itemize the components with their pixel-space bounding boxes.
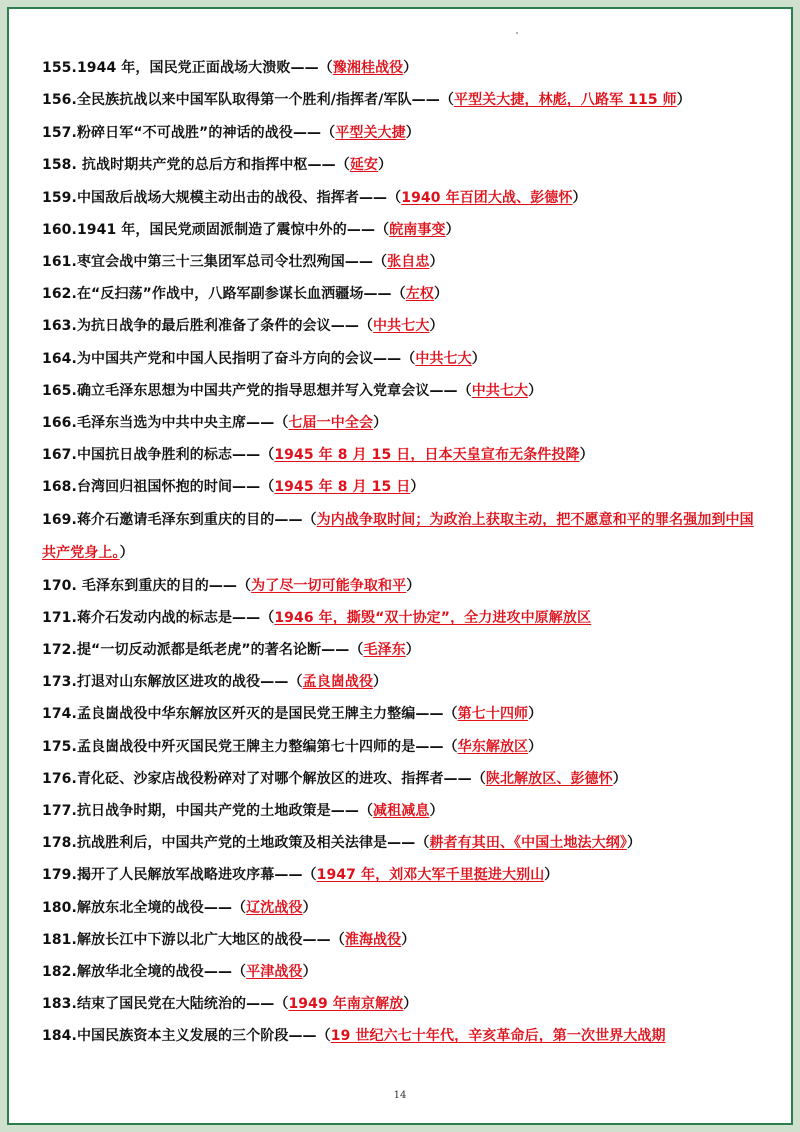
list-item (42, 827, 762, 859)
list-item (42, 84, 762, 117)
question-text: 172.提“一切反动派都是纸老虎”的著名论断——（ (42, 642, 364, 659)
closing-paren: ） (403, 996, 418, 1013)
list-item (42, 666, 762, 698)
answer-text: 中共七大 (471, 382, 529, 399)
list-item (42, 634, 762, 666)
list-item (42, 924, 762, 956)
list-item (42, 471, 762, 503)
question-text: 159.中国敌后战场大规模主动出击的战役、指挥者——（ (42, 189, 402, 206)
question-text: 164.为中国共产党和中国人民指明了奋斗方向的会议——（ (42, 350, 416, 367)
list-item (42, 407, 762, 439)
answer-text: 19 世纪六七十年代，辛亥革命后，第一次世界大战期 (330, 1028, 666, 1045)
question-text: 166.毛泽东当选为中共中央主席——（ (42, 415, 289, 432)
closing-paren: ） (401, 931, 416, 948)
question-text: 161.枣宜会战中第三十三集团军总司令壮烈殉国——（ (42, 254, 388, 271)
answer-text: 华东解放区 (457, 738, 529, 755)
question-list (42, 52, 762, 1053)
answer-text: 平津战役 (246, 964, 303, 981)
closing-paren: ） (378, 157, 393, 174)
answer-text: 中共七大 (373, 318, 430, 335)
question-text: 160.1941 年，国民党顽固派制造了震惊中外的——（ (42, 221, 390, 238)
closing-paren: ） (302, 899, 317, 916)
list-item (42, 310, 762, 342)
question-text: 168.台湾回归祖国怀抱的时间——（ (42, 479, 275, 496)
answer-text: 1949 年南京解放 (288, 996, 404, 1013)
list-item (42, 602, 762, 634)
question-text: 175.孟良崮战役中歼灭国民党王牌主力整编第七十四师的是——（ (42, 738, 458, 755)
list-item (42, 1020, 762, 1052)
closing-paren: ） (445, 221, 460, 238)
closing-paren: ） (373, 674, 388, 691)
question-text: 173.打退对山东解放区进攻的战役——（ (42, 674, 303, 691)
answer-text: 平型关大捷 (335, 125, 406, 142)
question-text: 162.在“反扫荡”作战中，八路军副参谋长血洒疆场——（ (42, 286, 406, 303)
closing-paren: ） (572, 189, 587, 206)
answer-text: 七届一中全会 (288, 415, 374, 432)
question-text: 181.解放长江中下游以北广大地区的战役——（ (42, 931, 345, 948)
list-item (42, 698, 762, 730)
list-item (42, 892, 762, 924)
list-item (42, 214, 762, 246)
answer-text: 淮海战役 (344, 931, 402, 948)
page-number: 14 (393, 1090, 407, 1101)
closing-paren: ） (579, 447, 594, 464)
closing-paren: ） (302, 964, 317, 981)
answer-text: 豫湘桂战役 (332, 60, 404, 76)
list-item (42, 278, 762, 310)
question-text: 156.全民族抗战以来中国军队取得第一个胜利/指挥者/军队——（ (42, 92, 454, 109)
answer-text: 孟良崮战役 (302, 674, 374, 691)
list-item (42, 956, 762, 988)
answer-text: 耕者有其田、《中国土地法大纲》 (429, 835, 627, 852)
list-item (42, 343, 762, 375)
closing-paren: ） (373, 415, 388, 432)
closing-paren: ） (405, 642, 420, 659)
answer-text: 张自忠 (387, 254, 430, 271)
answer-text: 延安 (349, 157, 379, 174)
question-text: 171.蒋介石发动内战的标志是——（ (42, 609, 275, 626)
list-item (42, 988, 762, 1020)
list-item (42, 439, 762, 471)
question-text: 184.中国民族资本主义发展的三个阶段——（ (42, 1028, 331, 1045)
answer-text: 第七十四师 (457, 706, 529, 723)
closing-paren: ） (528, 706, 543, 723)
answer-text: 中共七大 (415, 350, 472, 367)
question-text: 158. 抗战时期共产党的总后方和指挥中枢——（ (42, 157, 350, 174)
answer-text: 毛泽东 (363, 642, 406, 659)
list-item (42, 52, 762, 84)
answer-text: 为内战争取时间；为政治上获取主动，把不愿意和平的罪名强加到中国共产党身上。 (42, 511, 754, 561)
closing-paren: ） (429, 254, 444, 271)
question-text: 180.解放东北全境的战役——（ (42, 899, 247, 916)
closing-paren: ） (528, 738, 543, 755)
closing-paren: ） (612, 770, 627, 787)
answer-text: 陕北解放区、彭德怀 (485, 770, 613, 787)
question-text: 155.1944 年，国民党正面战场大溃败——（ (42, 60, 333, 76)
closing-paren: ） (403, 60, 418, 76)
closing-paren: ） (544, 867, 559, 884)
closing-paren: ） (405, 125, 420, 142)
closing-paren: ） (429, 803, 444, 820)
closing-paren: ） (429, 318, 444, 335)
question-text: 169.蒋介石邀请毛泽东到重庆的目的——（ (42, 511, 317, 528)
list-item (42, 570, 762, 602)
question-text: 177.抗日战争时期，中国共产党的土地政策是——（ (42, 803, 374, 820)
closing-paren: ） (119, 544, 134, 561)
answer-text: 减租减息 (373, 803, 430, 820)
list-item (42, 504, 762, 570)
question-text: 170. 毛泽东到重庆的目的——（ (42, 577, 252, 594)
question-text: 176.青化砭、沙家店战役粉碎对了对哪个解放区的进攻、指挥者——（ (42, 770, 486, 787)
closing-paren: ） (528, 382, 543, 399)
answer-text: 1947 年，刘邓大军千里挺进大别山 (316, 867, 545, 884)
answer-text: 1945 年 8 月 15 日 (274, 479, 411, 496)
list-item (42, 731, 762, 763)
question-text: 179.揭开了人民解放军战略进攻序幕——（ (42, 867, 317, 884)
question-text: 174.孟良崮战役中华东解放区歼灭的是国民党王牌主力整编——（ (42, 706, 458, 723)
closing-paren: ） (676, 92, 691, 109)
question-text: 157.粉碎日军“不可战胜”的神话的战役——（ (42, 125, 336, 142)
answer-text: 辽沈战役 (246, 899, 303, 916)
answer-text: 皖南事变 (389, 221, 446, 238)
list-item (42, 117, 762, 149)
question-text: 178.抗战胜利后，中国共产党的土地政策及相关法律是——（ (42, 835, 430, 852)
question-text: 165.确立毛泽东思想为中国共产党的指导思想并写入党章会议——（ (42, 382, 472, 399)
list-item (42, 149, 762, 181)
closing-paren: ） (433, 286, 449, 303)
list-item (42, 246, 762, 278)
closing-paren: ） (471, 350, 486, 367)
answer-text: 为了尽一切可能争取和平 (251, 577, 407, 594)
scan-speck (516, 32, 518, 34)
question-text: 163.为抗日战争的最后胜利准备了条件的会议——（ (42, 318, 374, 335)
answer-text: 左权 (405, 286, 434, 303)
answer-text: 平型关大捷，林彪，八路军 115 师 (453, 92, 677, 109)
answer-text: 1946 年，撕毁“双十协定”，全力进攻中原解放区 (274, 609, 592, 626)
list-item (42, 795, 762, 827)
closing-paren: ） (626, 835, 642, 852)
closing-paren: ） (406, 577, 421, 594)
answer-text: 1940 年百团大战、彭德怀 (401, 189, 573, 206)
question-text: 183.结束了国民党在大陆统治的——（ (42, 996, 289, 1013)
list-item (42, 182, 762, 214)
list-item (42, 763, 762, 795)
question-text: 167.中国抗日战争胜利的标志——（ (42, 447, 275, 464)
closing-paren: ） (410, 479, 425, 496)
list-item (42, 375, 762, 407)
answer-text: 1945 年 8 月 15 日，日本天皇宣布无条件投降 (274, 447, 580, 464)
question-text: 182.解放华北全境的战役——（ (42, 964, 247, 981)
list-item (42, 859, 762, 891)
